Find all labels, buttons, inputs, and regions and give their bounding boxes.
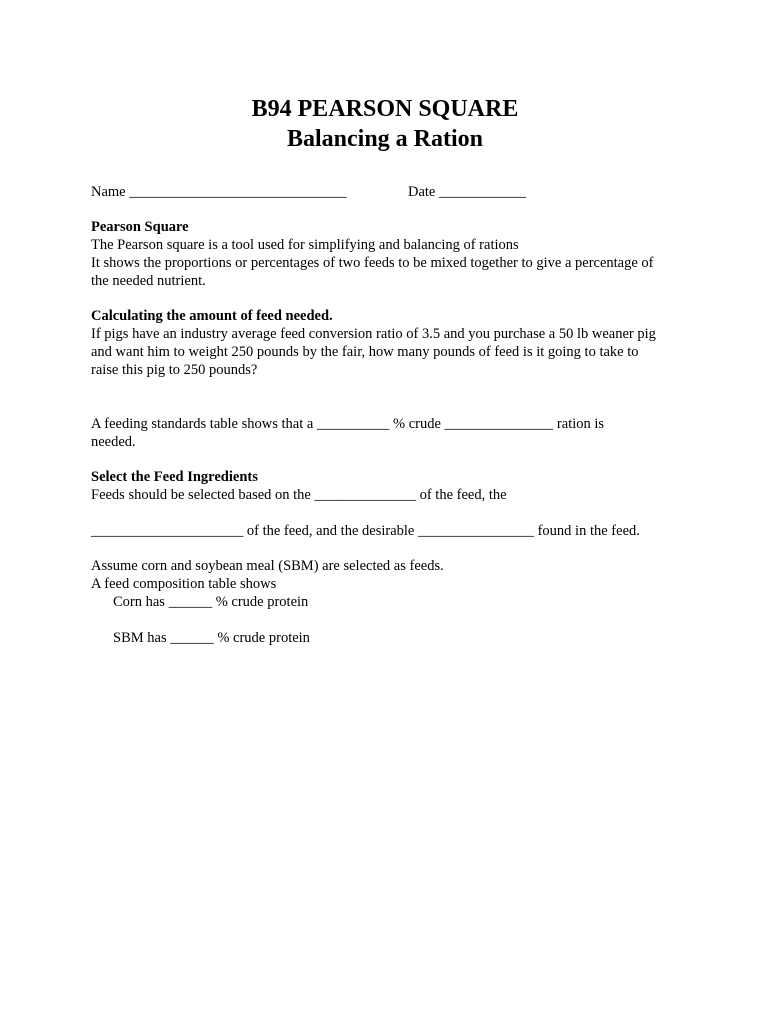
paragraph-line: It shows the proportions or percentages of two feeds to be mixed together to give a percentage of [91,255,654,271]
paragraph-line: and want him to weight 250 pounds by the fair, how many pounds of feed is it going to take to [91,344,639,360]
fill-in-line[interactable]: A feeding standards table shows that a __________ % crude _______________ ration is [91,416,605,432]
paragraph-line: raise this pig to 250 pounds? [91,362,258,378]
paragraph-line: needed. [91,434,136,450]
date-field[interactable]: Date ____________ [408,184,526,200]
section-heading: Select the Feed Ingredients [91,469,258,485]
paragraph-line: Assume corn and soybean meal (SBM) are selected as feeds. [91,558,444,574]
fill-in-line[interactable]: _____________________ of the feed, and the desirable ________________ found in the feed. [91,523,640,539]
title-line-1: B94 PEARSON SQUARE [251,96,519,122]
name-field[interactable]: Name ______________________________ [91,184,347,200]
document-title [0,94,770,154]
section-feeding-standards [91,415,691,451]
title-line-2: Balancing a Ration [286,126,484,152]
section-select-feed [91,468,691,540]
paragraph-line: If pigs have an industry average feed conversion ratio of 3.5 and you purchase a 50 lb weaner pig [91,326,656,342]
section-heading: Calculating the amount of feed needed. [91,308,333,324]
section-assume [91,557,691,647]
corn-protein-line[interactable]: Corn has ______ % crude protein [113,594,309,610]
section-pearson-square [91,218,691,290]
document-body [91,183,691,647]
sbm-protein-line[interactable]: SBM has ______ % crude protein [113,630,310,646]
paragraph-line: A feed composition table shows [91,576,277,592]
section-heading: Pearson Square [91,219,189,235]
section-calculating [91,307,691,379]
paragraph-line: the needed nutrient. [91,273,206,289]
name-date-row [91,183,691,201]
fill-in-line[interactable]: Feeds should be selected based on the ______________ of the feed, the [91,487,507,503]
paragraph-line: The Pearson square is a tool used for simplifying and balancing of rations [91,237,519,253]
